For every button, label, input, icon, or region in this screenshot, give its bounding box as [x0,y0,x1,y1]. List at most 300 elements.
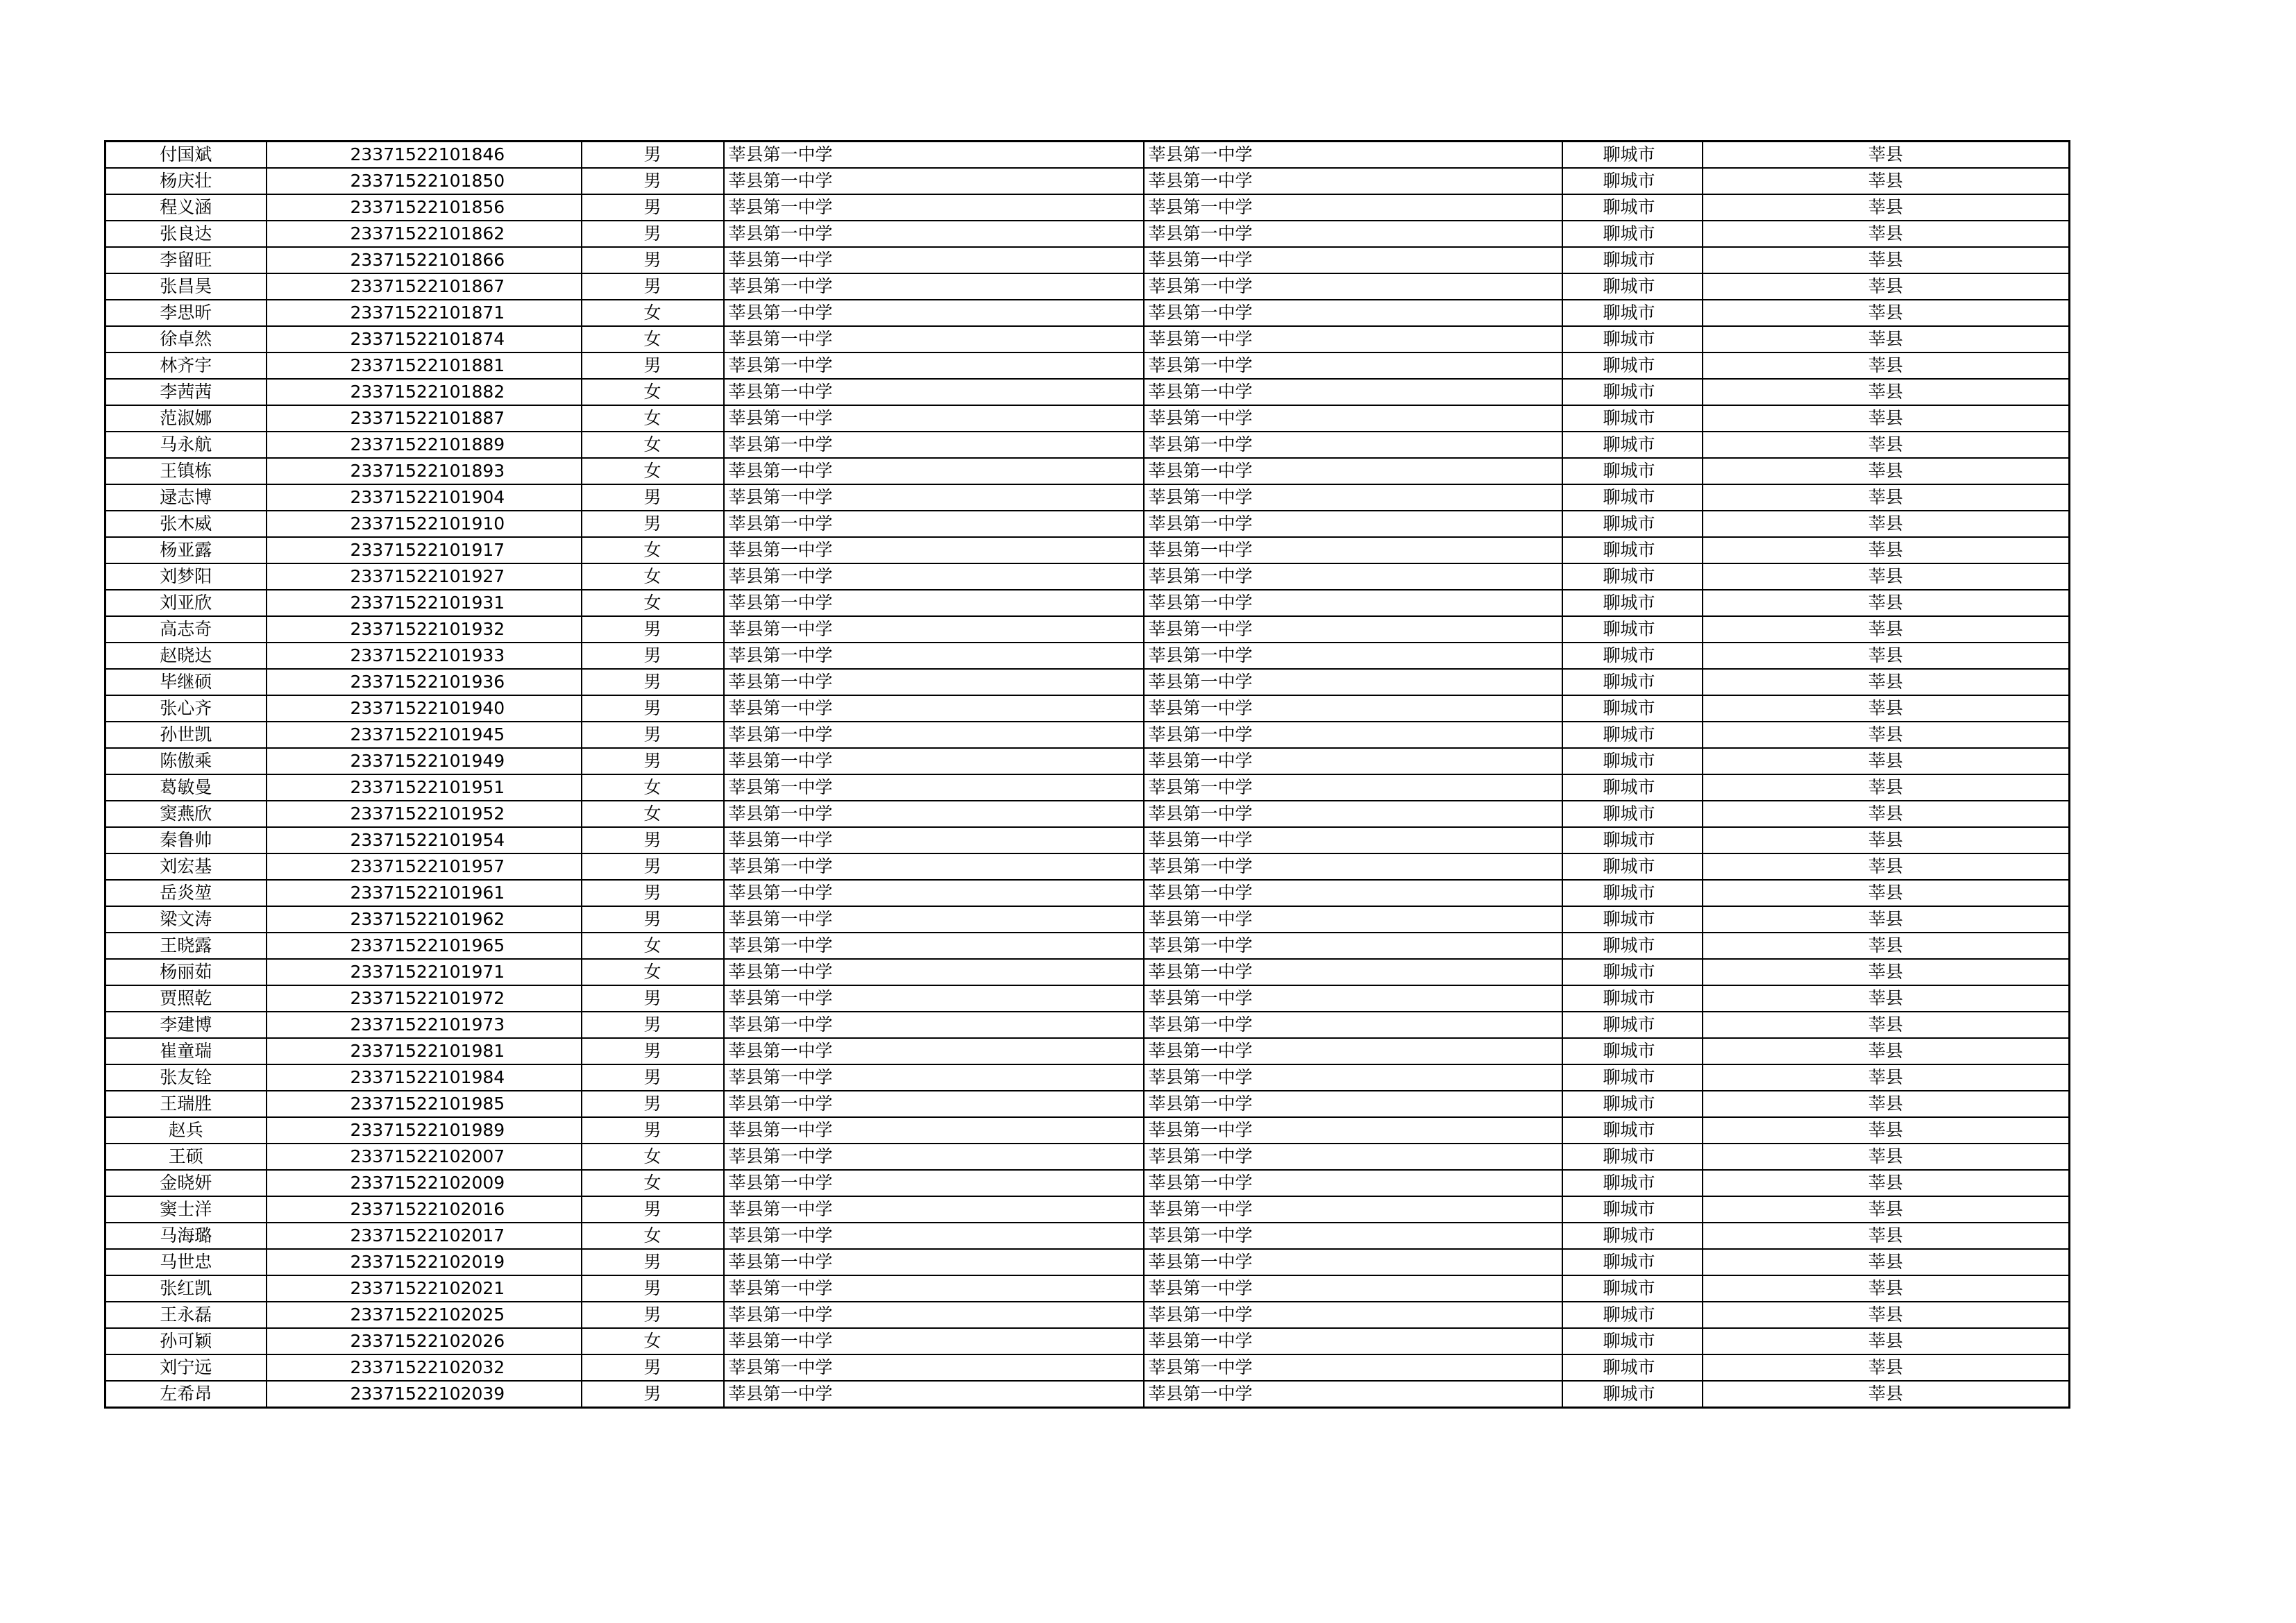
table-row [105,273,2070,300]
city-cell: 聊城市 [1562,695,1703,722]
student-name-cell: 岳炎堃 [105,880,267,906]
county-cell: 莘县 [1703,801,2070,827]
county-cell: 莘县 [1703,326,2070,352]
table-row [105,1328,2070,1354]
gender-cell: 男 [582,616,724,643]
table-row [105,1038,2070,1064]
school-cell: 莘县第一中学 [724,853,1144,880]
school-cell: 莘县第一中学 [724,1144,1144,1170]
exam-id-cell: 23371522101862 [267,221,582,247]
exam-site-cell: 莘县第一中学 [1144,405,1562,432]
county-cell: 莘县 [1703,352,2070,379]
school-cell: 莘县第一中学 [724,194,1144,221]
city-cell: 聊城市 [1562,1012,1703,1038]
city-cell: 聊城市 [1562,221,1703,247]
gender-cell: 男 [582,1091,724,1117]
exam-site-cell: 莘县第一中学 [1144,1328,1562,1354]
table-row [105,326,2070,352]
exam-id-cell: 23371522101949 [267,748,582,774]
exam-site-cell: 莘县第一中学 [1144,1302,1562,1328]
table-row [105,1302,2070,1328]
exam-id-cell: 23371522101962 [267,906,582,933]
gender-cell: 女 [582,1223,724,1249]
table-row [105,1196,2070,1223]
county-cell: 莘县 [1703,774,2070,801]
table-row [105,484,2070,511]
student-name-cell: 林齐宇 [105,352,267,379]
school-cell: 莘县第一中学 [724,168,1144,194]
exam-site-cell: 莘县第一中学 [1144,379,1562,405]
city-cell: 聊城市 [1562,352,1703,379]
gender-cell: 女 [582,326,724,352]
table-row [105,300,2070,326]
exam-id-cell: 23371522101973 [267,1012,582,1038]
exam-id-cell: 23371522101985 [267,1091,582,1117]
county-cell: 莘县 [1703,590,2070,616]
table-row [105,1170,2070,1196]
student-name-cell: 王晓露 [105,933,267,959]
exam-id-cell: 23371522102026 [267,1328,582,1354]
table-row [105,1012,2070,1038]
exam-id-cell: 23371522101846 [267,142,582,169]
school-cell: 莘县第一中学 [724,590,1144,616]
exam-id-cell: 23371522102009 [267,1170,582,1196]
student-name-cell: 刘梦阳 [105,563,267,590]
county-cell: 莘县 [1703,1064,2070,1091]
table-row [105,643,2070,669]
table-row [105,1249,2070,1275]
gender-cell: 女 [582,959,724,985]
gender-cell: 男 [582,1302,724,1328]
exam-id-cell: 23371522101850 [267,168,582,194]
school-cell: 莘县第一中学 [724,643,1144,669]
city-cell: 聊城市 [1562,1144,1703,1170]
student-name-cell: 马世忠 [105,1249,267,1275]
gender-cell: 女 [582,458,724,484]
exam-site-cell: 莘县第一中学 [1144,1275,1562,1302]
gender-cell: 男 [582,853,724,880]
table-row [105,352,2070,379]
exam-id-cell: 23371522101932 [267,616,582,643]
county-cell: 莘县 [1703,300,2070,326]
county-cell: 莘县 [1703,906,2070,933]
city-cell: 聊城市 [1562,379,1703,405]
county-cell: 莘县 [1703,405,2070,432]
exam-site-cell: 莘县第一中学 [1144,221,1562,247]
county-cell: 莘县 [1703,933,2070,959]
school-cell: 莘县第一中学 [724,1170,1144,1196]
city-cell: 聊城市 [1562,959,1703,985]
student-name-cell: 刘宁远 [105,1354,267,1381]
table-row [105,458,2070,484]
school-cell: 莘县第一中学 [724,511,1144,537]
table-row [105,511,2070,537]
gender-cell: 男 [582,880,724,906]
gender-cell: 女 [582,1170,724,1196]
student-name-cell: 贾照乾 [105,985,267,1012]
gender-cell: 男 [582,748,724,774]
student-name-cell: 王永磊 [105,1302,267,1328]
gender-cell: 男 [582,1064,724,1091]
school-cell: 莘县第一中学 [724,1354,1144,1381]
exam-site-cell: 莘县第一中学 [1144,1038,1562,1064]
student-name-cell: 李留旺 [105,247,267,273]
exam-site-cell: 莘县第一中学 [1144,1381,1562,1408]
gender-cell: 女 [582,590,724,616]
county-cell: 莘县 [1703,458,2070,484]
table-row [105,1275,2070,1302]
table-row [105,432,2070,458]
student-name-cell: 徐卓然 [105,326,267,352]
gender-cell: 男 [582,1117,724,1144]
city-cell: 聊城市 [1562,142,1703,169]
county-cell: 莘县 [1703,563,2070,590]
city-cell: 聊城市 [1562,247,1703,273]
school-cell: 莘县第一中学 [724,247,1144,273]
school-cell: 莘县第一中学 [724,906,1144,933]
student-name-cell: 崔童瑞 [105,1038,267,1064]
city-cell: 聊城市 [1562,1354,1703,1381]
county-cell: 莘县 [1703,1223,2070,1249]
county-cell: 莘县 [1703,273,2070,300]
student-name-cell: 程义涵 [105,194,267,221]
table-row [105,1064,2070,1091]
city-cell: 聊城市 [1562,537,1703,563]
student-name-cell: 王瑞胜 [105,1091,267,1117]
exam-id-cell: 23371522102017 [267,1223,582,1249]
exam-site-cell: 莘县第一中学 [1144,326,1562,352]
school-cell: 莘县第一中学 [724,1038,1144,1064]
school-cell: 莘县第一中学 [724,1117,1144,1144]
exam-id-cell: 23371522101904 [267,484,582,511]
county-cell: 莘县 [1703,1275,2070,1302]
exam-id-cell: 23371522101882 [267,379,582,405]
exam-id-cell: 23371522101871 [267,300,582,326]
school-cell: 莘县第一中学 [724,273,1144,300]
table-row [105,1144,2070,1170]
county-cell: 莘县 [1703,1381,2070,1408]
exam-site-cell: 莘县第一中学 [1144,1144,1562,1170]
county-cell: 莘县 [1703,643,2070,669]
exam-site-cell: 莘县第一中学 [1144,537,1562,563]
table-row [105,933,2070,959]
city-cell: 聊城市 [1562,985,1703,1012]
student-name-cell: 张昌昊 [105,273,267,300]
exam-id-cell: 23371522101945 [267,722,582,748]
county-cell: 莘县 [1703,379,2070,405]
exam-site-cell: 莘县第一中学 [1144,1170,1562,1196]
exam-site-cell: 莘县第一中学 [1144,669,1562,695]
exam-id-cell: 23371522101965 [267,933,582,959]
student-name-cell: 毕继硕 [105,669,267,695]
table-row [105,695,2070,722]
school-cell: 莘县第一中学 [724,300,1144,326]
table-row [105,168,2070,194]
city-cell: 聊城市 [1562,1328,1703,1354]
exam-site-cell: 莘县第一中学 [1144,511,1562,537]
exam-id-cell: 23371522101936 [267,669,582,695]
table-row [105,1091,2070,1117]
exam-id-cell: 23371522101887 [267,405,582,432]
exam-id-cell: 23371522102032 [267,1354,582,1381]
county-cell: 莘县 [1703,537,2070,563]
exam-id-cell: 23371522101984 [267,1064,582,1091]
city-cell: 聊城市 [1562,722,1703,748]
gender-cell: 女 [582,405,724,432]
table-row [105,537,2070,563]
city-cell: 聊城市 [1562,1038,1703,1064]
exam-id-cell: 23371522102039 [267,1381,582,1408]
city-cell: 聊城市 [1562,563,1703,590]
city-cell: 聊城市 [1562,801,1703,827]
student-name-cell: 金晓妍 [105,1170,267,1196]
student-name-cell: 高志奇 [105,616,267,643]
school-cell: 莘县第一中学 [724,695,1144,722]
city-cell: 聊城市 [1562,906,1703,933]
city-cell: 聊城市 [1562,774,1703,801]
county-cell: 莘县 [1703,827,2070,853]
gender-cell: 男 [582,247,724,273]
exam-id-cell: 23371522101971 [267,959,582,985]
exam-site-cell: 莘县第一中学 [1144,432,1562,458]
exam-id-cell: 23371522101931 [267,590,582,616]
table-row [105,563,2070,590]
school-cell: 莘县第一中学 [724,985,1144,1012]
student-name-cell: 张心齐 [105,695,267,722]
exam-id-cell: 23371522101927 [267,563,582,590]
table-row [105,142,2070,169]
county-cell: 莘县 [1703,853,2070,880]
county-cell: 莘县 [1703,511,2070,537]
city-cell: 聊城市 [1562,1275,1703,1302]
gender-cell: 男 [582,1249,724,1275]
gender-cell: 女 [582,1144,724,1170]
school-cell: 莘县第一中学 [724,221,1144,247]
county-cell: 莘县 [1703,247,2070,273]
city-cell: 聊城市 [1562,1170,1703,1196]
city-cell: 聊城市 [1562,300,1703,326]
exam-site-cell: 莘县第一中学 [1144,247,1562,273]
exam-id-cell: 23371522101957 [267,853,582,880]
gender-cell: 男 [582,1354,724,1381]
city-cell: 聊城市 [1562,933,1703,959]
student-name-cell: 赵晓达 [105,643,267,669]
county-cell: 莘县 [1703,985,2070,1012]
student-name-cell: 李建博 [105,1012,267,1038]
student-name-cell: 刘亚欣 [105,590,267,616]
student-name-cell: 张友铨 [105,1064,267,1091]
city-cell: 聊城市 [1562,853,1703,880]
exam-site-cell: 莘县第一中学 [1144,590,1562,616]
student-name-cell: 秦鲁帅 [105,827,267,853]
school-cell: 莘县第一中学 [724,405,1144,432]
county-cell: 莘县 [1703,168,2070,194]
student-name-cell: 马海璐 [105,1223,267,1249]
exam-id-cell: 23371522102025 [267,1302,582,1328]
county-cell: 莘县 [1703,669,2070,695]
county-cell: 莘县 [1703,1117,2070,1144]
county-cell: 莘县 [1703,616,2070,643]
school-cell: 莘县第一中学 [724,616,1144,643]
student-name-cell: 付国斌 [105,142,267,169]
gender-cell: 男 [582,142,724,169]
gender-cell: 男 [582,194,724,221]
table-row [105,405,2070,432]
county-cell: 莘县 [1703,959,2070,985]
student-name-cell: 张木威 [105,511,267,537]
exam-site-cell: 莘县第一中学 [1144,1249,1562,1275]
student-name-cell: 逯志博 [105,484,267,511]
school-cell: 莘县第一中学 [724,669,1144,695]
school-cell: 莘县第一中学 [724,933,1144,959]
table-body [105,142,2070,1408]
school-cell: 莘县第一中学 [724,432,1144,458]
exam-id-cell: 23371522101972 [267,985,582,1012]
exam-site-cell: 莘县第一中学 [1144,695,1562,722]
table-row [105,722,2070,748]
exam-site-cell: 莘县第一中学 [1144,1012,1562,1038]
city-cell: 聊城市 [1562,194,1703,221]
table-row [105,1117,2070,1144]
exam-site-cell: 莘县第一中学 [1144,748,1562,774]
exam-id-cell: 23371522102019 [267,1249,582,1275]
county-cell: 莘县 [1703,748,2070,774]
gender-cell: 女 [582,300,724,326]
exam-site-cell: 莘县第一中学 [1144,827,1562,853]
city-cell: 聊城市 [1562,1223,1703,1249]
gender-cell: 女 [582,933,724,959]
student-name-cell: 窦燕欣 [105,801,267,827]
exam-site-cell: 莘县第一中学 [1144,722,1562,748]
student-name-cell: 赵兵 [105,1117,267,1144]
county-cell: 莘县 [1703,1196,2070,1223]
school-cell: 莘县第一中学 [724,352,1144,379]
table-row [105,801,2070,827]
city-cell: 聊城市 [1562,1249,1703,1275]
city-cell: 聊城市 [1562,326,1703,352]
county-cell: 莘县 [1703,880,2070,906]
exam-site-cell: 莘县第一中学 [1144,273,1562,300]
table-row [105,853,2070,880]
exam-id-cell: 23371522101856 [267,194,582,221]
exam-site-cell: 莘县第一中学 [1144,142,1562,169]
gender-cell: 男 [582,511,724,537]
gender-cell: 男 [582,1275,724,1302]
exam-site-cell: 莘县第一中学 [1144,643,1562,669]
gender-cell: 男 [582,1012,724,1038]
exam-site-cell: 莘县第一中学 [1144,933,1562,959]
exam-site-cell: 莘县第一中学 [1144,1223,1562,1249]
exam-id-cell: 23371522101981 [267,1038,582,1064]
student-name-cell: 杨丽茹 [105,959,267,985]
exam-site-cell: 莘县第一中学 [1144,484,1562,511]
school-cell: 莘县第一中学 [724,1091,1144,1117]
county-cell: 莘县 [1703,722,2070,748]
gender-cell: 男 [582,1196,724,1223]
table-row [105,906,2070,933]
exam-site-cell: 莘县第一中学 [1144,563,1562,590]
exam-id-cell: 23371522101874 [267,326,582,352]
county-cell: 莘县 [1703,1249,2070,1275]
county-cell: 莘县 [1703,1170,2070,1196]
gender-cell: 男 [582,221,724,247]
city-cell: 聊城市 [1562,880,1703,906]
student-name-cell: 杨庆壮 [105,168,267,194]
gender-cell: 女 [582,1328,724,1354]
city-cell: 聊城市 [1562,1064,1703,1091]
city-cell: 聊城市 [1562,484,1703,511]
table-row [105,880,2070,906]
table-row [105,379,2070,405]
school-cell: 莘县第一中学 [724,1275,1144,1302]
gender-cell: 男 [582,484,724,511]
school-cell: 莘县第一中学 [724,563,1144,590]
county-cell: 莘县 [1703,1038,2070,1064]
county-cell: 莘县 [1703,1302,2070,1328]
county-cell: 莘县 [1703,1354,2070,1381]
school-cell: 莘县第一中学 [724,326,1144,352]
school-cell: 莘县第一中学 [724,1328,1144,1354]
school-cell: 莘县第一中学 [724,458,1144,484]
exam-site-cell: 莘县第一中学 [1144,168,1562,194]
exam-site-cell: 莘县第一中学 [1144,1091,1562,1117]
table-row [105,1381,2070,1408]
school-cell: 莘县第一中学 [724,1064,1144,1091]
county-cell: 莘县 [1703,1144,2070,1170]
exam-site-cell: 莘县第一中学 [1144,959,1562,985]
gender-cell: 男 [582,168,724,194]
student-name-cell: 左希昂 [105,1381,267,1408]
exam-site-cell: 莘县第一中学 [1144,985,1562,1012]
exam-site-cell: 莘县第一中学 [1144,616,1562,643]
school-cell: 莘县第一中学 [724,1223,1144,1249]
city-cell: 聊城市 [1562,590,1703,616]
gender-cell: 男 [582,669,724,695]
gender-cell: 男 [582,1038,724,1064]
city-cell: 聊城市 [1562,405,1703,432]
table-row [105,959,2070,985]
student-name-cell: 葛敏曼 [105,774,267,801]
gender-cell: 女 [582,801,724,827]
city-cell: 聊城市 [1562,643,1703,669]
exam-id-cell: 23371522101910 [267,511,582,537]
school-cell: 莘县第一中学 [724,484,1144,511]
county-cell: 莘县 [1703,695,2070,722]
exam-site-cell: 莘县第一中学 [1144,1196,1562,1223]
city-cell: 聊城市 [1562,1302,1703,1328]
gender-cell: 男 [582,722,724,748]
exam-id-cell: 23371522101881 [267,352,582,379]
school-cell: 莘县第一中学 [724,959,1144,985]
table-row [105,774,2070,801]
county-cell: 莘县 [1703,484,2070,511]
gender-cell: 男 [582,643,724,669]
student-name-cell: 杨亚露 [105,537,267,563]
gender-cell: 女 [582,432,724,458]
school-cell: 莘县第一中学 [724,1302,1144,1328]
student-name-cell: 李思昕 [105,300,267,326]
exam-id-cell: 23371522101917 [267,537,582,563]
table-row [105,194,2070,221]
exam-site-cell: 莘县第一中学 [1144,801,1562,827]
city-cell: 聊城市 [1562,168,1703,194]
table-row [105,748,2070,774]
gender-cell: 女 [582,537,724,563]
exam-id-cell: 23371522101893 [267,458,582,484]
table-row [105,616,2070,643]
table-row [105,1354,2070,1381]
city-cell: 聊城市 [1562,273,1703,300]
